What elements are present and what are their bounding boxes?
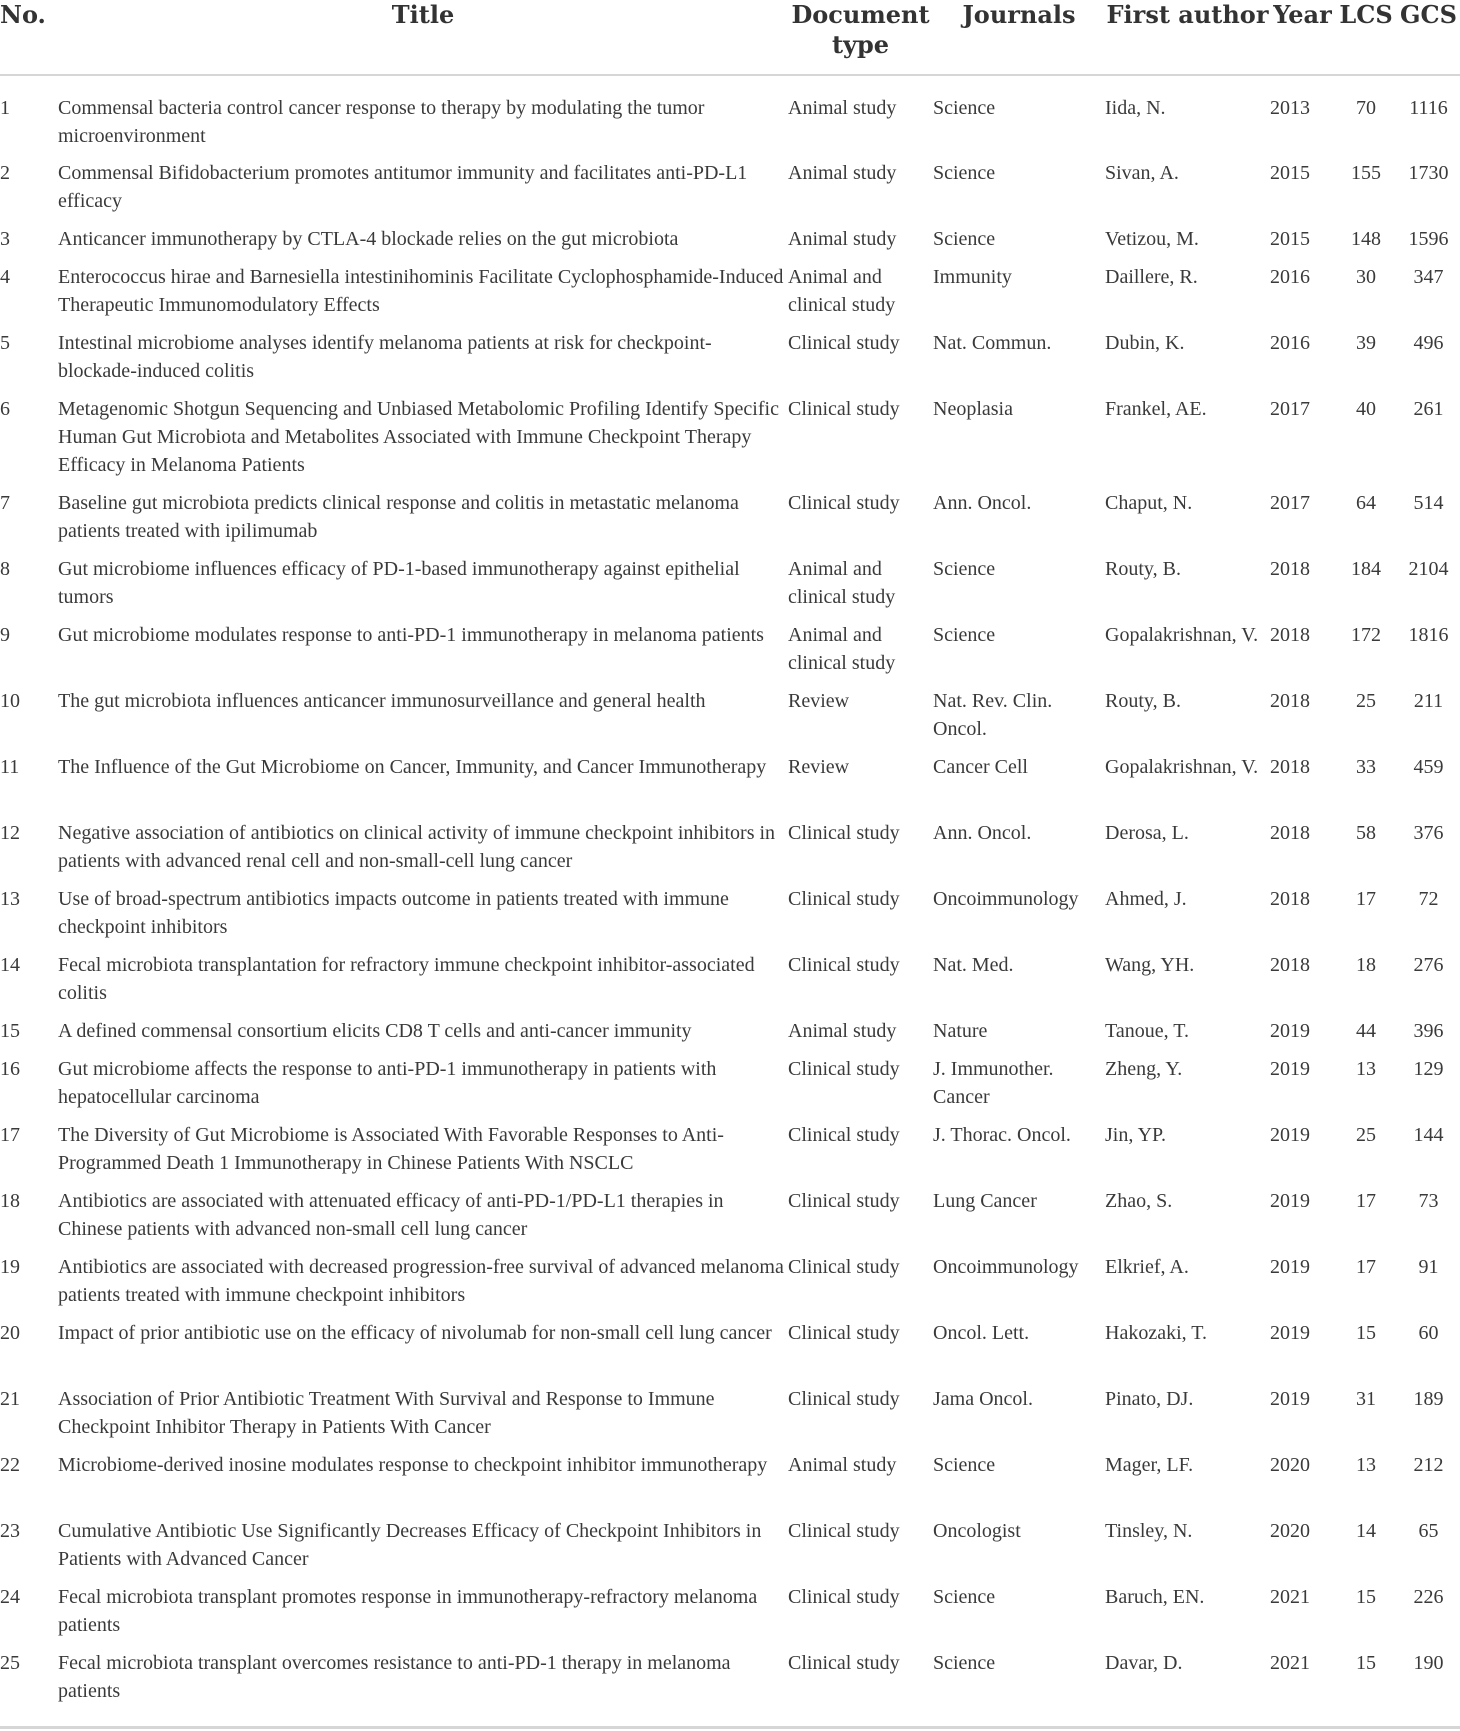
cell-gcs: 1816 <box>1408 624 1449 646</box>
cell-journal: J. Thorac. Oncol. <box>933 1124 1071 1146</box>
cell-journal: Nat. Rev. Clin. Oncol. <box>933 690 1053 740</box>
cell-gcs: 73 <box>1418 1190 1439 1212</box>
cell-journal: Neoplasia <box>933 398 1013 420</box>
cell-journal: Nat. Med. <box>933 954 1014 976</box>
cell-gcs: 91 <box>1418 1256 1439 1278</box>
header-no: No. <box>0 0 46 29</box>
cell-year: 2015 <box>1270 162 1310 184</box>
cell-first-author: Frankel, AE. <box>1105 398 1207 420</box>
cell-year: 2019 <box>1270 1190 1310 1212</box>
cell-lcs: 13 <box>1356 1454 1376 1476</box>
cell-first-author: Sivan, A. <box>1105 162 1179 184</box>
cell-no: 16 <box>0 1058 20 1080</box>
cell-first-author: Elkrief, A. <box>1105 1256 1189 1278</box>
cell-title: Antibiotics are associated with attenuated efficacy of anti-PD-1/PD-L1 therapies in Chinese patients with advanced non-small cell lung cancer <box>58 1190 724 1240</box>
cell-document-type: Clinical study <box>788 1256 900 1278</box>
cell-lcs: 64 <box>1356 492 1376 514</box>
cell-first-author: Daillere, R. <box>1105 266 1198 288</box>
table-row <box>0 1451 1460 1517</box>
cell-year: 2018 <box>1270 558 1310 580</box>
cell-lcs: 70 <box>1356 97 1376 119</box>
cell-journal: Oncoimmunology <box>933 888 1079 910</box>
cell-no: 21 <box>0 1388 20 1410</box>
cell-gcs: 1116 <box>1409 97 1448 119</box>
table-header <box>0 0 1460 75</box>
table-row <box>0 819 1460 885</box>
cell-title: Fecal microbiota transplant overcomes resistance to anti-PD-1 therapy in melanoma patients <box>58 1652 731 1702</box>
cell-document-type: Animal study <box>788 228 897 250</box>
table-row <box>0 687 1460 753</box>
cell-title: Anticancer immunotherapy by CTLA-4 blockade relies on the gut microbiota <box>58 228 679 250</box>
cell-no: 9 <box>0 624 10 646</box>
cell-gcs: 72 <box>1418 888 1439 910</box>
cell-no: 1 <box>0 97 10 119</box>
cell-title: Commensal Bifidobacterium promotes antitumor immunity and facilitates anti-PD-L1 efficacy <box>58 162 748 212</box>
cell-first-author: Derosa, L. <box>1105 822 1189 844</box>
cell-document-type: Animal study <box>788 162 897 184</box>
cell-no: 4 <box>0 266 10 288</box>
cell-title: Fecal microbiota transplant promotes response in immunotherapy-refractory melanoma patients <box>58 1586 758 1636</box>
cell-year: 2015 <box>1270 228 1310 250</box>
cell-document-type: Clinical study <box>788 1388 900 1410</box>
table-row <box>0 885 1460 951</box>
cell-title: A defined commensal consortium elicits CD8 T cells and anti-cancer immunity <box>58 1020 692 1042</box>
cell-no: 24 <box>0 1586 20 1608</box>
cell-title: Metagenomic Shotgun Sequencing and Unbiased Metabolomic Profiling Identify Specific Human Gut Microbiota and Metabolites Associated with Immune Checkpoint Therapy Efficacy in Melanoma Patients <box>58 398 779 476</box>
header-document-type: Document type <box>791 0 930 59</box>
header-lcs: LCS <box>1339 0 1393 29</box>
table-row <box>0 159 1460 225</box>
cell-title: Intestinal microbiome analyses identify melanoma patients at risk for checkpoint-blockade-induced colitis <box>58 332 712 382</box>
cell-year: 2018 <box>1270 756 1310 778</box>
cell-document-type: Clinical study <box>788 1520 900 1542</box>
cell-gcs: 189 <box>1413 1388 1444 1410</box>
cell-journal: Ann. Oncol. <box>933 822 1032 844</box>
cell-gcs: 1596 <box>1408 228 1449 250</box>
cell-journal: Science <box>933 228 996 250</box>
cell-no: 2 <box>0 162 10 184</box>
cell-lcs: 184 <box>1351 558 1381 580</box>
cell-document-type: Clinical study <box>788 888 900 910</box>
table-row <box>0 1253 1460 1319</box>
cell-document-type: Animal and clinical study <box>788 558 896 608</box>
cell-lcs: 33 <box>1356 756 1376 778</box>
cell-lcs: 172 <box>1351 624 1381 646</box>
cell-first-author: Ahmed, J. <box>1105 888 1187 910</box>
table-body <box>0 75 1460 1715</box>
table-row <box>0 329 1460 395</box>
cell-journal: Cancer Cell <box>933 756 1028 778</box>
table-row <box>0 489 1460 555</box>
cell-document-type: Animal study <box>788 1454 897 1476</box>
header-title: Title <box>391 0 455 29</box>
cell-gcs: 1730 <box>1408 162 1449 184</box>
cell-journal: Lung Cancer <box>933 1190 1037 1212</box>
cell-no: 6 <box>0 398 10 420</box>
cell-journal: Ann. Oncol. <box>933 492 1032 514</box>
cell-first-author: Vetizou, M. <box>1105 228 1199 250</box>
cell-lcs: 31 <box>1356 1388 1376 1410</box>
cell-title: Antibiotics are associated with decreased progression-free survival of advanced melanoma patients treated with immune checkpoint inhibitors <box>58 1256 784 1306</box>
cell-gcs: 376 <box>1413 822 1444 844</box>
cell-no: 17 <box>0 1124 20 1146</box>
cell-lcs: 155 <box>1351 162 1381 184</box>
cell-first-author: Dubin, K. <box>1105 332 1185 354</box>
cell-first-author: Tanoue, T. <box>1105 1020 1189 1042</box>
cell-journal: Science <box>933 97 996 119</box>
cell-document-type: Animal and clinical study <box>788 624 896 674</box>
cell-first-author: Gopalakrishnan, V. <box>1105 756 1259 778</box>
cell-gcs: 276 <box>1413 954 1444 976</box>
cell-first-author: Zheng, Y. <box>1105 1058 1183 1080</box>
cell-no: 11 <box>0 756 20 778</box>
header-gcs: GCS <box>1400 0 1457 29</box>
cell-first-author: Baruch, EN. <box>1105 1586 1205 1608</box>
cell-year: 2020 <box>1270 1454 1310 1476</box>
cell-no: 20 <box>0 1322 20 1344</box>
cell-document-type: Clinical study <box>788 1190 900 1212</box>
cell-first-author: Tinsley, N. <box>1105 1520 1193 1542</box>
cell-journal: Jama Oncol. <box>933 1388 1033 1410</box>
cell-gcs: 261 <box>1413 398 1444 420</box>
table-row <box>0 75 1460 159</box>
cell-first-author: Davar, D. <box>1105 1652 1183 1674</box>
table-row <box>0 621 1460 687</box>
cell-no: 23 <box>0 1520 20 1542</box>
cell-year: 2016 <box>1270 332 1310 354</box>
cell-title: Impact of prior antibiotic use on the efficacy of nivolumab for non-small cell lung cancer <box>58 1322 772 1344</box>
cell-lcs: 17 <box>1356 1190 1376 1212</box>
header-journals: Journals <box>962 0 1076 29</box>
cell-title: The Diversity of Gut Microbiome is Associated With Favorable Responses to Anti-Programmed Death 1 Immunotherapy in Chinese Patients With NSCLC <box>58 1124 724 1174</box>
cell-lcs: 18 <box>1356 954 1376 976</box>
cell-first-author: Jin, YP. <box>1105 1124 1166 1146</box>
table-row <box>0 1187 1460 1253</box>
cell-journal: Science <box>933 1652 996 1674</box>
cell-gcs: 2104 <box>1408 558 1449 580</box>
cell-lcs: 14 <box>1356 1520 1376 1542</box>
cell-title: Use of broad-spectrum antibiotics impacts outcome in patients treated with immune checkpoint inhibitors <box>58 888 729 938</box>
cell-document-type: Animal and clinical study <box>788 266 896 316</box>
cell-document-type: Clinical study <box>788 1124 900 1146</box>
cell-title: Microbiome-derived inosine modulates response to checkpoint inhibitor immunotherapy <box>58 1454 768 1476</box>
cell-gcs: 211 <box>1413 690 1444 712</box>
cell-lcs: 15 <box>1356 1652 1376 1674</box>
cell-year: 2018 <box>1270 888 1310 910</box>
table-row <box>0 225 1460 263</box>
cell-title: Gut microbiome affects the response to anti-PD-1 immunotherapy in patients with hepatocellular carcinoma <box>58 1058 717 1108</box>
cell-lcs: 25 <box>1356 1124 1376 1146</box>
cell-first-author: Hakozaki, T. <box>1105 1322 1208 1344</box>
cell-document-type: Clinical study <box>788 398 900 420</box>
cell-year: 2017 <box>1270 398 1310 420</box>
cell-journal: Nat. Commun. <box>933 332 1052 354</box>
cell-lcs: 40 <box>1356 398 1376 420</box>
cell-year: 2019 <box>1270 1058 1310 1080</box>
cell-no: 8 <box>0 558 10 580</box>
cell-document-type: Clinical study <box>788 1322 900 1344</box>
cell-no: 12 <box>0 822 20 844</box>
cell-title: Association of Prior Antibiotic Treatment With Survival and Response to Immune Checkpoint Inhibitor Therapy in Patients With Cancer <box>58 1388 715 1438</box>
cell-document-type: Review <box>788 690 850 712</box>
cell-year: 2019 <box>1270 1256 1310 1278</box>
bottom-rule <box>0 1726 1460 1729</box>
table-row <box>0 1517 1460 1583</box>
cell-first-author: Mager, LF. <box>1105 1454 1194 1476</box>
cell-no: 18 <box>0 1190 20 1212</box>
cell-gcs: 459 <box>1413 756 1444 778</box>
cell-journal: Oncoimmunology <box>933 1256 1079 1278</box>
cell-year: 2019 <box>1270 1124 1310 1146</box>
cell-first-author: Routy, B. <box>1105 558 1181 580</box>
cell-gcs: 144 <box>1413 1124 1444 1146</box>
cell-year: 2019 <box>1270 1020 1310 1042</box>
cell-document-type: Animal study <box>788 97 897 119</box>
table-row <box>0 1017 1460 1055</box>
cell-document-type: Clinical study <box>788 954 900 976</box>
cell-gcs: 65 <box>1418 1520 1439 1542</box>
cell-year: 2016 <box>1270 266 1310 288</box>
cell-gcs: 190 <box>1413 1652 1444 1674</box>
cell-journal: Oncologist <box>933 1520 1021 1542</box>
cell-lcs: 13 <box>1356 1058 1376 1080</box>
cell-gcs: 60 <box>1418 1322 1439 1344</box>
cell-year: 2018 <box>1270 690 1310 712</box>
cell-year: 2019 <box>1270 1322 1310 1344</box>
cell-first-author: Gopalakrishnan, V. <box>1105 624 1259 646</box>
table-row <box>0 1649 1460 1715</box>
cell-gcs: 129 <box>1413 1058 1444 1080</box>
cell-year: 2018 <box>1270 822 1310 844</box>
cell-document-type: Clinical study <box>788 332 900 354</box>
cell-journal: Science <box>933 558 996 580</box>
cell-lcs: 25 <box>1356 690 1376 712</box>
cell-title: Cumulative Antibiotic Use Significantly Decreases Efficacy of Checkpoint Inhibitors in Patients with Advanced Cancer <box>58 1520 762 1570</box>
cell-journal: Nature <box>933 1020 988 1042</box>
cell-no: 19 <box>0 1256 20 1278</box>
cell-title: Baseline gut microbiota predicts clinical response and colitis in metastatic melanoma patients treated with ipilimumab <box>58 492 739 542</box>
cell-lcs: 15 <box>1356 1586 1376 1608</box>
cell-document-type: Review <box>788 756 850 778</box>
cell-first-author: Pinato, DJ. <box>1105 1388 1194 1410</box>
cell-document-type: Clinical study <box>788 1652 900 1674</box>
table-row <box>0 753 1460 819</box>
cell-year: 2021 <box>1270 1586 1310 1608</box>
cell-year: 2018 <box>1270 954 1310 976</box>
cell-no: 22 <box>0 1454 20 1476</box>
cell-gcs: 496 <box>1413 332 1444 354</box>
cell-first-author: Zhao, S. <box>1105 1190 1173 1212</box>
table-row <box>0 395 1460 489</box>
cell-year: 2019 <box>1270 1388 1310 1410</box>
cell-lcs: 39 <box>1356 332 1376 354</box>
cell-gcs: 347 <box>1413 266 1444 288</box>
cell-no: 15 <box>0 1020 20 1042</box>
cell-title: The gut microbiota influences anticancer immunosurveillance and general health <box>58 690 706 712</box>
cell-document-type: Animal study <box>788 1020 897 1042</box>
cell-year: 2017 <box>1270 492 1310 514</box>
table-row <box>0 1319 1460 1385</box>
header-first-author: First author <box>1106 0 1269 29</box>
cell-journal: J. Immunother. Cancer <box>933 1058 1054 1108</box>
cell-title: Gut microbiome influences efficacy of PD-1-based immunotherapy against epithelial tumors <box>58 558 740 608</box>
cell-lcs: 15 <box>1356 1322 1376 1344</box>
cell-document-type: Clinical study <box>788 1058 900 1080</box>
table-row <box>0 555 1460 621</box>
cell-lcs: 17 <box>1356 888 1376 910</box>
cell-no: 3 <box>0 228 10 250</box>
cell-title: Gut microbiome modulates response to anti-PD-1 immunotherapy in melanoma patients <box>58 624 764 646</box>
cell-lcs: 44 <box>1356 1020 1376 1042</box>
cell-no: 10 <box>0 690 20 712</box>
cell-title: Commensal bacteria control cancer response to therapy by modulating the tumor microenvironment <box>58 97 705 147</box>
cell-no: 14 <box>0 954 20 976</box>
cell-first-author: Wang, YH. <box>1105 954 1195 976</box>
cell-lcs: 30 <box>1356 266 1376 288</box>
cell-journal: Science <box>933 162 996 184</box>
cell-journal: Science <box>933 1586 996 1608</box>
cell-title: Fecal microbiota transplantation for refractory immune checkpoint inhibitor-associated colitis <box>58 954 755 1004</box>
cell-journal: Immunity <box>933 266 1012 288</box>
cell-gcs: 226 <box>1413 1586 1444 1608</box>
cell-title: Enterococcus hirae and Barnesiella intestinihominis Facilitate Cyclophosphamide-Induced Therapeutic Immunomodulatory Effects <box>58 266 784 316</box>
cell-no: 5 <box>0 332 10 354</box>
cell-gcs: 212 <box>1413 1454 1444 1476</box>
cell-year: 2020 <box>1270 1520 1310 1542</box>
cell-no: 25 <box>0 1652 20 1674</box>
cell-journal: Science <box>933 1454 996 1476</box>
cell-lcs: 58 <box>1356 822 1376 844</box>
table-row <box>0 1055 1460 1121</box>
cell-lcs: 148 <box>1351 228 1381 250</box>
cell-first-author: Routy, B. <box>1105 690 1181 712</box>
table-row <box>0 263 1460 329</box>
cell-gcs: 396 <box>1413 1020 1444 1042</box>
table-row <box>0 1583 1460 1649</box>
cell-title: The Influence of the Gut Microbiome on Cancer, Immunity, and Cancer Immunotherapy <box>58 756 767 778</box>
cell-year: 2018 <box>1270 624 1310 646</box>
cell-first-author: Iida, N. <box>1105 97 1166 119</box>
cell-journal: Science <box>933 624 996 646</box>
table-row <box>0 1121 1460 1187</box>
cell-lcs: 17 <box>1356 1256 1376 1278</box>
cell-no: 7 <box>0 492 10 514</box>
cell-document-type: Clinical study <box>788 1586 900 1608</box>
cell-title: Negative association of antibiotics on clinical activity of immune checkpoint inhibitors in patients with advanced renal cell and non-small-cell lung cancer <box>58 822 776 872</box>
cell-no: 13 <box>0 888 20 910</box>
cell-year: 2013 <box>1270 97 1310 119</box>
header-year: Year <box>1273 0 1332 29</box>
table-row <box>0 951 1460 1017</box>
table-row <box>0 1385 1460 1451</box>
cell-year: 2021 <box>1270 1652 1310 1674</box>
cell-journal: Oncol. Lett. <box>933 1322 1030 1344</box>
cell-document-type: Clinical study <box>788 492 900 514</box>
cell-document-type: Clinical study <box>788 822 900 844</box>
cell-first-author: Chaput, N. <box>1105 492 1193 514</box>
cell-gcs: 514 <box>1413 492 1444 514</box>
